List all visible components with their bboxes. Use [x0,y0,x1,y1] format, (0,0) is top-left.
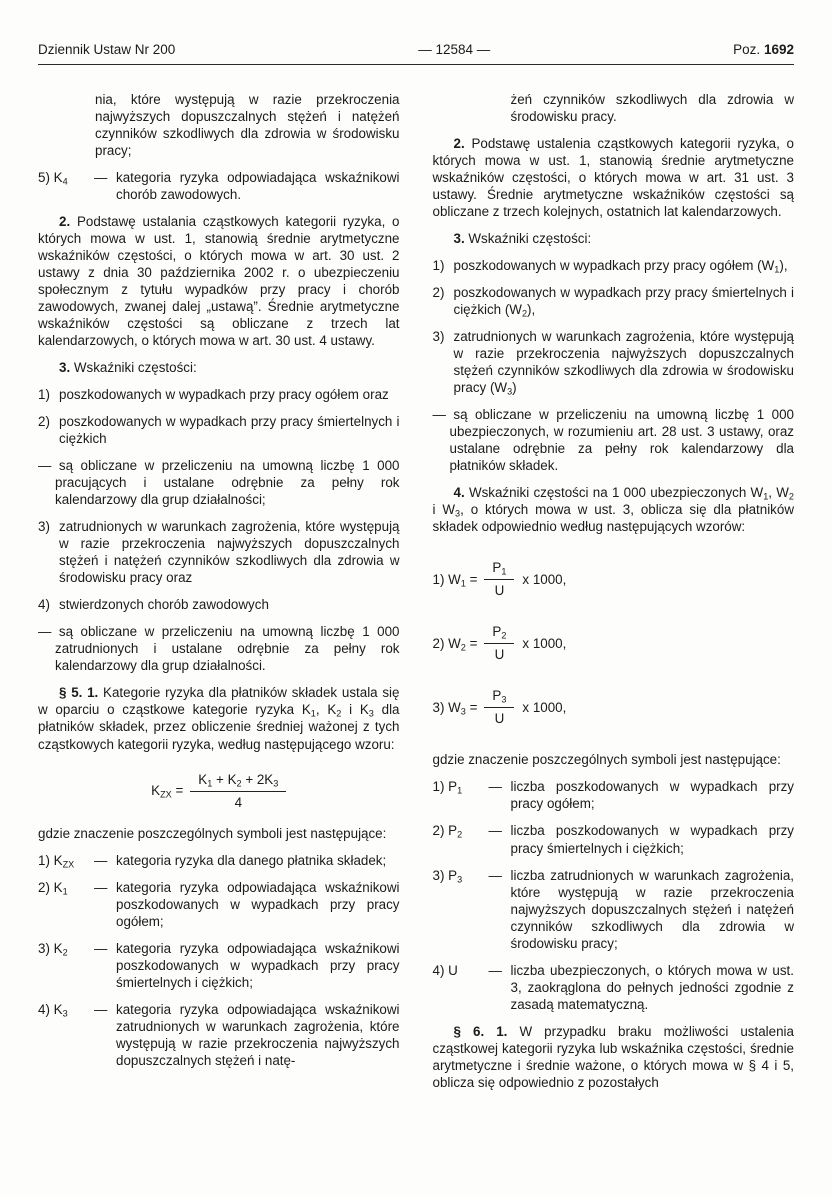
item-number: 1) [38,387,50,403]
list-item [38,596,400,613]
paragraph-ust-3 [433,230,795,247]
item-text: kategoria ryzyka dla danego płatnika składek; [116,852,387,868]
formula-rhs: x 1000, [522,635,567,651]
item-text: liczba ubezpieczonych, o których mowa w ust. 3, zaokrąglona do pełnych jedności zgodnie z zasadą matematyczną. [510,962,794,1012]
paragraph-section-6 [433,1023,795,1091]
dash: — [488,823,502,839]
item-number: 1) [432,258,445,274]
page-number: — 12584 — [418,42,491,57]
fraction [484,623,514,663]
item-marker: 1) $P_1$ [432,779,463,796]
fraction-numerator: $P_2$ [484,623,514,644]
paragraph-text: Podstawę ustalania cząstkowych kategorii ryzyka, o których mowa w ust. 1, stanowią średnie arytmetyczne wskaźników częstości, o których mowa w art. 30 ust. 2 ustawy z dnia 30 października 2002 r. o ubezpieczeniu społecznym z tytułu wypadków przy pracy i chorób zawodowych, zwanej dalej „ustawą”. Średnie arytmetyczne wskaźników częstości są obliczane z trzech lat kalendarzowych, o których mowa w art. 30 ust. 4 ustawy. [38,214,400,349]
formula-rhs: x 1000, [522,571,567,587]
fraction [484,687,514,727]
paragraph-text: Wskaźniki częstości: [73,360,197,376]
ust-number: 4. [453,485,465,501]
left-column [38,91,400,1101]
item-marker: 3) $P_3$ [432,867,463,885]
explanation-paragraph: — są obliczane w przeliczeniu na umowną liczbę 1 000 pracujących i ustalane odrębnie za pełny rok kalendarzowy dla grup działalności; [38,458,400,508]
item-number: 3) [38,519,50,535]
dash: — [488,962,502,978]
dash: — [94,940,108,956]
formula-lhs: 1) $W_1$ = [432,571,478,589]
item-text: poszkodowanych w wypadkach przy pracy śmiertelnych i ciężkich $(W_2)$, [453,285,794,319]
formula-rhs: x 1000, [522,699,567,715]
ust-number: 2. [453,136,465,152]
definition-item [38,1001,400,1069]
paragraph-text: Wskaźniki częstości: [468,231,592,247]
list-item [433,257,795,274]
fraction [190,771,286,811]
definition-item [38,852,400,869]
fraction-denominator: U [494,583,505,599]
paragraph-text: Kategorie ryzyka dla płatników składek ustala się w oparciu o cząstkowe kategorie ryzyka $K_1$, $K_2$ i $K_3$ dla płatników składek, przez obliczenie średniej ważonej z tych cząstkowych kategorii ryzyka, według następującego wzoru: [38,685,400,752]
item-number: 4) [38,597,50,613]
item-marker: 4) U [432,962,458,978]
fraction-denominator: U [494,647,505,663]
dash: — [488,779,502,795]
continued-paragraph: nia, które występują w razie przekroczenia najwyższych dopuszczalnych stężeń i natężeń czynników szkodliwych dla zdrowia w środowisku pracy; [95,92,400,159]
list-item [38,413,400,447]
right-column [433,91,795,1101]
item-marker: 3) $K_2$ [38,940,68,958]
definition-item [38,879,400,930]
fraction-numerator: $P_1$ [484,559,514,580]
definition-item [433,867,795,952]
explanation-paragraph: — są obliczane w przeliczeniu na umowną liczbę 1 000 zatrudnionych i ustalane odrębnie za pełny rok kalendarzowy dla grup działalności. [38,624,400,674]
symbols-intro: gdzie znaczenie poszczególnych symboli jest następujące: [38,825,387,841]
dash: — [94,879,108,895]
paragraph-text: Wskaźniki częstości na 1 000 ubezpieczonych $W_1$, $W_2$ i $W_3$, o których mowa w ust. 3, oblicza się dla płatników składek odpowiednio według następujących wzorów: [432,485,794,535]
definition-item [38,940,400,991]
ust-number: 3. [453,231,465,247]
paragraph-ust-4 [433,484,795,535]
position-number: 1692 [763,42,794,57]
item-number: 2) [432,285,445,301]
list-item [433,328,795,396]
fraction [484,559,514,599]
fraction-denominator: 4 [234,794,243,810]
item-number: 3) [432,329,445,345]
paragraph-text: W przypadku braku możliwości ustalenia cząstkowej kategorii ryzyka lub wskaźnika częstości, średnie arytmetyczne i średnie ważone, o których mowa w § 4 i 5, oblicza się odpowiednio z pozostałych [432,1023,794,1090]
item-marker: 2) $P_2$ [432,823,463,841]
fraction-numerator: $P_3$ [484,687,514,708]
dash: — [94,852,108,868]
item-marker: 4) $K_3$ [38,1001,68,1019]
formula-w1 [433,559,795,599]
item-marker: 5) $K_4$ [38,170,68,187]
item-number: 2) [38,414,50,430]
item-text: kategoria ryzyka odpowiadająca wskaźnikowi zatrudnionych w warunkach zagrożenia, które występują w razie przekroczenia najwyższych dopuszczalnych stężeń i natę- [116,1001,400,1068]
journal-title: Dziennik Ustaw Nr 200 [38,42,176,57]
ust-number: 2. [59,214,71,230]
position-label: Poz. [733,42,761,57]
item-text: kategoria ryzyka odpowiadająca wskaźnikowi poszkodowanych w wypadkach przy pracy śmiertelnych i ciężkich; [116,940,400,990]
continued-paragraph: żeń czynników szkodliwych dla zdrowia w środowisku pracy. [510,92,794,125]
position-ref [733,42,794,57]
item-text: liczba zatrudnionych w warunkach zagrożenia, które występują w razie przekroczenia najwyższych dopuszczalnych stężeń i natężeń czynników szkodliwych dla zdrowia w środowisku pracy; [510,867,794,951]
list-item [38,518,400,586]
definition-item [433,778,795,812]
item-marker: 2) $K_1$ [38,879,68,897]
two-column-body [38,65,794,1101]
formula-lhs: 3) $W_3$ = [432,699,478,717]
formula-w2 [433,623,795,663]
list-item [433,284,795,318]
paragraph-ust-2 [38,213,400,349]
item-marker: 1) $K_{ZX}$ [38,852,75,870]
definition-item [433,962,795,1013]
ust-number: 3. [59,360,71,376]
fraction-denominator: U [494,711,505,727]
item-text: poszkodowanych w wypadkach przy pracy śmiertelnych i ciężkich [59,414,400,447]
formula-kzx [38,771,400,811]
item-text: liczba poszkodowanych w wypadkach przy pracy śmiertelnych i ciężkich; [510,823,794,856]
dash: — [94,1001,108,1017]
item-text: liczba poszkodowanych w wypadkach przy pracy ogółem; [510,779,794,812]
section-number: § 5. 1. [59,685,99,701]
paragraph-text: Podstawę ustalenia cząstkowych kategorii ryzyka, o których mowa w ust. 1, stanowią średnie arytmetyczne wskaźników częstości, o których mowa w art. 31 ust. 3 ustawy. Średnie arytmetyczne wskaźników częstości są obliczane z trzech kolejnych, ostatnich lat kalendarzowych. [432,136,794,220]
item-text: zatrudnionych w warunkach zagrożenia, które występują w razie przekroczenia najwyższych dopuszczalnych stężeń i natężeń czynników szkodliwych dla zdrowia w środowisku pracy oraz [59,519,400,586]
paragraph-section-5 [38,684,400,752]
item-text: kategoria ryzyka odpowiadająca wskaźnikowi poszkodowanych w wypadkach przy pracy ogółem; [116,879,400,929]
paragraph-ust-3 [38,359,400,376]
item-text: kategoria ryzyka odpowiadająca wskaźnikowi chorób zawodowych. [116,170,400,203]
item-text: stwierdzonych chorób zawodowych [59,597,269,613]
formula-lhs: $K_{ZX}$ = [151,783,184,800]
definition-item-k4 [38,169,400,203]
definition-item [433,822,795,856]
item-text: zatrudnionych w warunkach zagrożenia, które występują w razie przekroczenia najwyższych dopuszczalnych stężeń czynników szkodliwych dla zdrowia w środowisku pracy $(W_3)$ [453,329,794,397]
explanation-paragraph: — są obliczane w przeliczeniu na umowną liczbę 1 000 ubezpieczonych, w rozumieniu art. 28 ust. 3 ustawy, oraz ustalane odrębnie za pełny rok kalendarzowy dla płatników składek. [432,407,794,474]
dash: — [94,170,108,186]
item-text: poszkodowanych w wypadkach przy pracy ogółem oraz [59,387,389,403]
fraction-numerator: $K_1 + K_2 + 2K_3$ [190,771,286,792]
formula-w3 [433,687,795,727]
formula-lhs: 2) $W_2$ = [432,635,478,653]
list-item [38,386,400,403]
page-header [38,42,794,65]
item-text: poszkodowanych w wypadkach przy pracy ogółem $(W_1)$, [453,258,788,275]
dash: — [488,867,502,883]
section-number: § 6. 1. [453,1023,508,1039]
symbols-intro: gdzie znaczenie poszczególnych symboli jest następujące: [432,752,781,768]
paragraph-ust-2 [433,135,795,220]
